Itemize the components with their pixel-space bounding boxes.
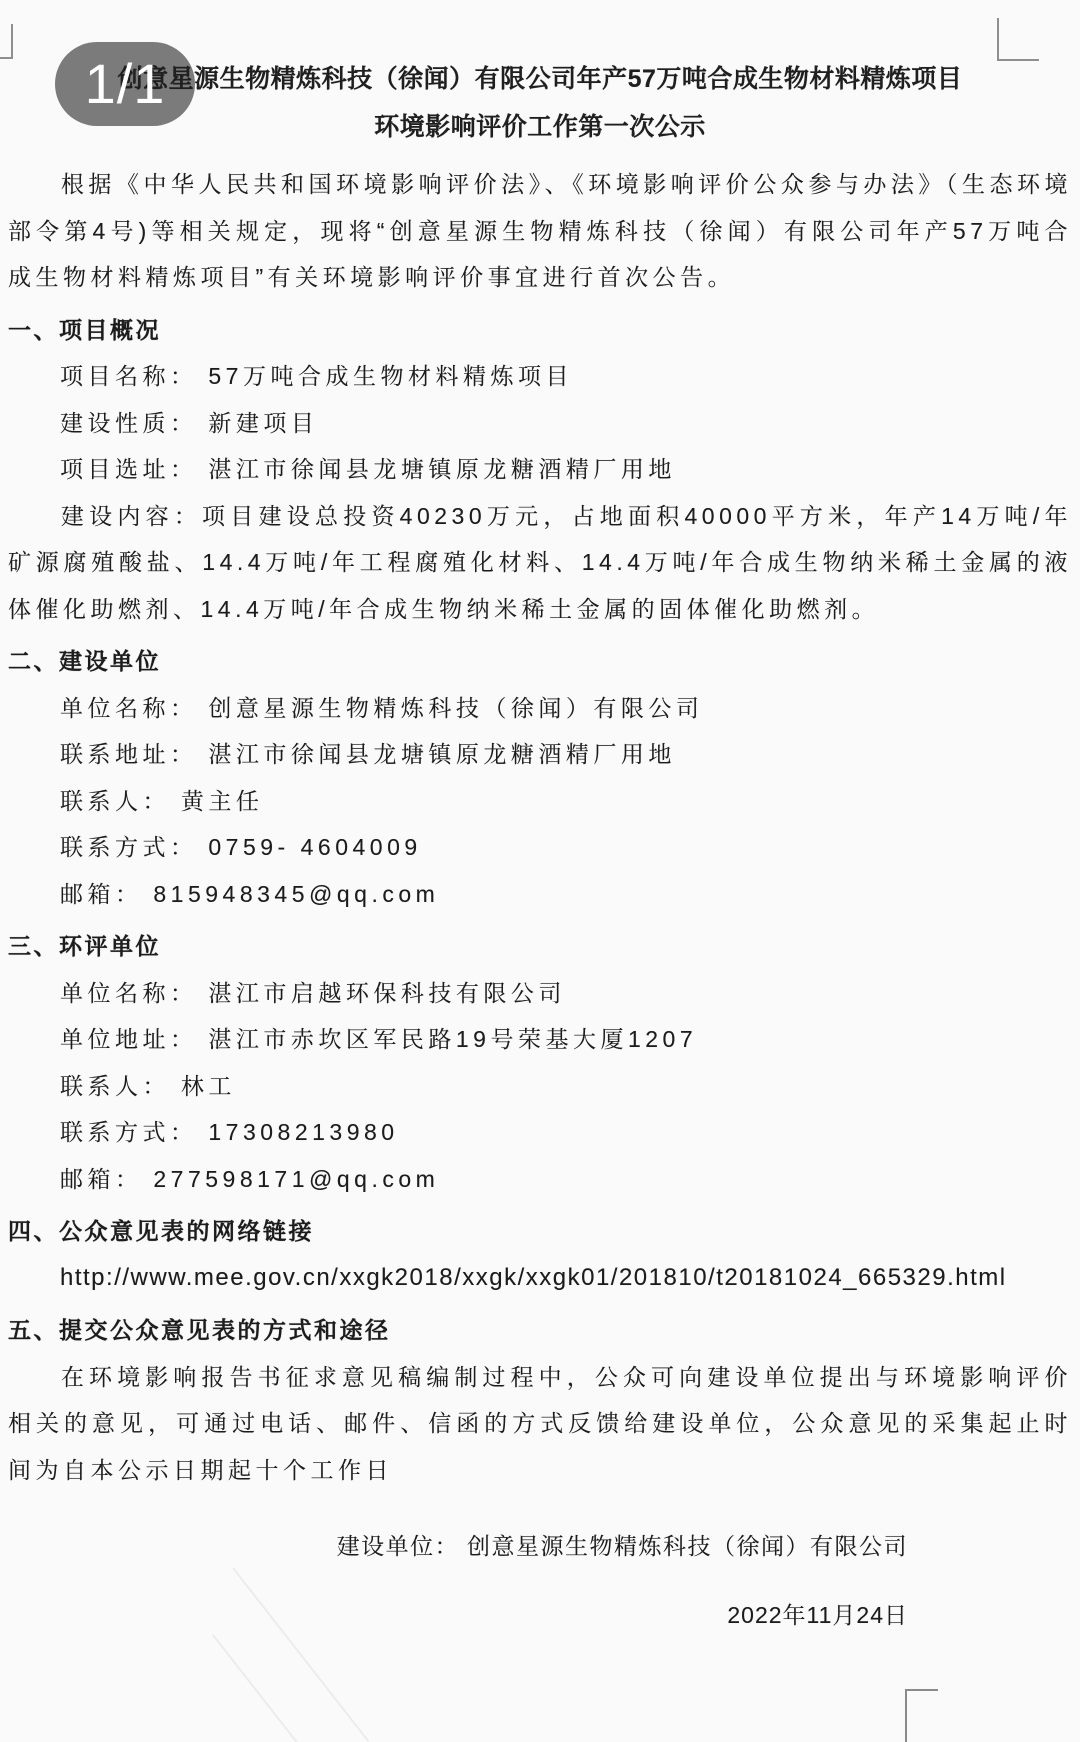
builder-contact-line: 联系人： 黄主任 xyxy=(60,787,264,814)
builder-unit-name-line: 单位名称： 创意星源生物精炼科技（徐闻）有限公司 xyxy=(60,694,704,721)
document-title-line2: 环境影响评价工作第一次公示 xyxy=(374,113,706,141)
builder-address-line: 联系地址： 湛江市徐闻县龙塘镇原龙糖酒精厂用地 xyxy=(60,741,676,767)
section3-heading: 三、环评单位 xyxy=(8,933,161,959)
section2-heading: 二、建设单位 xyxy=(8,648,161,674)
intro-paragraph: 根据《中华人民共和国环境影响评价法》、《环境影响评价公众参与办法》（生态环境部令第4号)等相关规定，现将“创意星源生物精炼科技（徐闻）有限公司年产57万吨合成生物材料精炼项目”有关环境影响评价事宜进行首次公告。 xyxy=(8,171,1072,290)
public-comment-form-url: http://www.mee.gov.cn/xxgk2018/xxgk/xxgk01/201810/t20181024_665329.html xyxy=(60,1263,1007,1291)
eia-address-line: 单位地址： 湛江市赤坎区军民路19号荣基大厦1207 xyxy=(60,1026,698,1052)
footer-date: 2022年11月24日 xyxy=(727,1601,908,1628)
page-indicator-label: 1/1 xyxy=(84,52,166,115)
builder-email-line: 邮箱： 815948345@qq.com xyxy=(60,880,440,907)
eia-unit-name-line: 单位名称： 湛江市启越环保科技有限公司 xyxy=(60,979,566,1006)
document-text xyxy=(8,161,1072,1638)
eia-email-line: 邮箱： 277598171@qq.com xyxy=(60,1165,440,1192)
section5-paragraph: 在环境影响报告书征求意见稿编制过程中，公众可向建设单位提出与环境影响评价相关的意见，可通过电话、邮件、信函的方式反馈给建设单位，公众意见的采集起止时间为自本公示日期起十个工作日 xyxy=(8,1363,1072,1483)
construction-content-paragraph: 建设内容：项目建设总投资40230万元，占地面积40000平方米，年产14万吨/年矿源腐殖酸盐、14.4万吨/年工程腐殖化材料、14.4万吨/年合成生物纳米稀土金属的液体催化助燃剂、14.4万吨/年合成生物纳米稀土金属的固体催化助燃剂。 xyxy=(8,502,1072,622)
scan-scratch-artifact xyxy=(212,1634,300,1742)
section1-heading: 一、项目概况 xyxy=(8,316,161,343)
builder-phone-line: 联系方式： 0759- 4604009 xyxy=(60,834,422,860)
project-name-line: 项目名称： 57万吨合成生物材料精炼项目 xyxy=(60,363,573,389)
scan-corner-mark-top-right xyxy=(997,18,1039,61)
eia-contact-line: 联系人： 林工 xyxy=(60,1072,236,1099)
section5-heading: 五、提交公众意见表的方式和途径 xyxy=(8,1317,391,1343)
document-body xyxy=(0,55,1080,1638)
eia-phone-line: 联系方式： 17308213980 xyxy=(60,1119,399,1145)
section4-heading: 四、公众意见表的网络链接 xyxy=(8,1218,314,1244)
footer-signature: 建设单位： 创意星源生物精炼科技（徐闻）有限公司 xyxy=(336,1533,908,1559)
project-site-line: 项目选址： 湛江市徐闻县龙塘镇原龙糖酒精厂用地 xyxy=(60,456,676,482)
scan-corner-mark-top-left xyxy=(0,24,13,59)
scan-corner-mark-bottom-right xyxy=(905,1689,938,1742)
document-title-line1: 创意星源生物精炼科技（徐闻）有限公司年产57万吨合成生物材料精炼项目 xyxy=(117,65,963,93)
construction-nature-line: 建设性质： 新建项目 xyxy=(60,409,319,436)
